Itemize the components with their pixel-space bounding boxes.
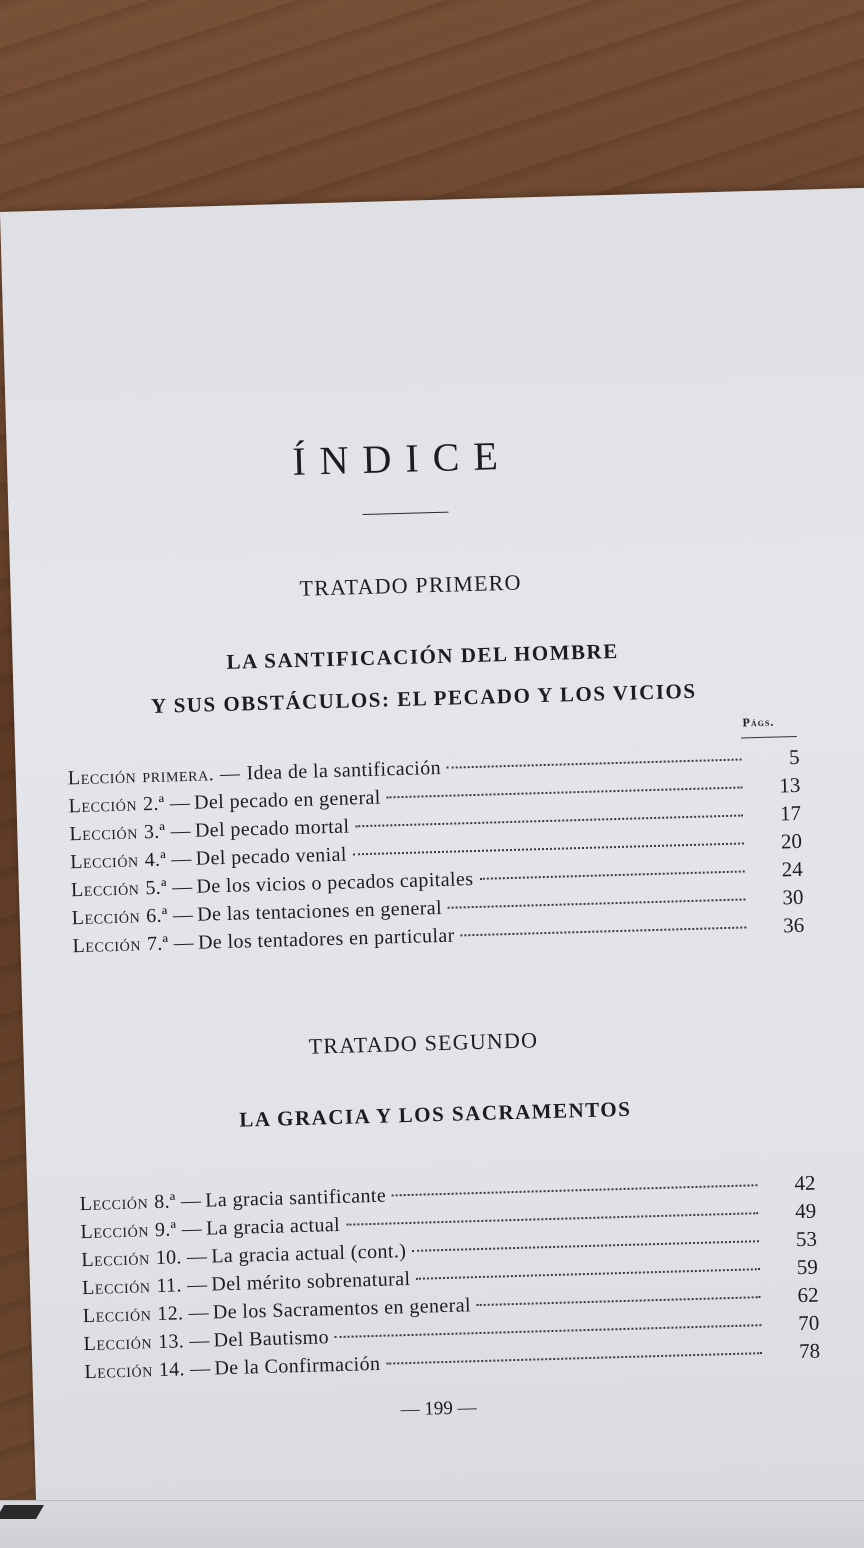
lesson-topic: De la Confirmación xyxy=(214,1352,381,1380)
dot-leader xyxy=(477,1296,761,1306)
dot-leader xyxy=(416,1268,759,1280)
lesson-number: 13. — xyxy=(157,1329,210,1354)
lesson-number: 14. — xyxy=(158,1357,211,1382)
part1-tratado: TRATADO PRIMERO xyxy=(299,569,522,601)
page-number: 24 xyxy=(781,856,803,882)
lesson-word: Lección xyxy=(82,1303,152,1328)
lesson-word: Lección xyxy=(81,1275,151,1300)
lesson-topic: Idea de la santificación xyxy=(246,756,442,785)
dot-leader xyxy=(448,898,746,908)
lesson-word: Lección xyxy=(68,793,138,818)
lesson-number: 9.ª — xyxy=(154,1217,203,1242)
lesson-topic: Del Bautismo xyxy=(213,1326,330,1352)
dot-leader xyxy=(355,814,743,827)
page-number: 62 xyxy=(797,1282,819,1308)
page-number: 36 xyxy=(782,912,805,938)
lesson-word: Lección xyxy=(80,1247,151,1272)
title-underline xyxy=(363,512,449,515)
lesson-topic: Del pecado mortal xyxy=(194,815,350,842)
lesson-word: Lección xyxy=(71,905,141,930)
page-number: 30 xyxy=(782,884,804,910)
dot-leader xyxy=(353,842,744,855)
lesson-number: 2.ª — xyxy=(142,791,191,816)
page-number: 78 xyxy=(798,1338,821,1364)
lesson-word: Lección xyxy=(84,1359,154,1384)
dot-leader xyxy=(346,1212,758,1226)
lesson-number: 8.ª — xyxy=(153,1189,202,1214)
page-number: 17 xyxy=(779,800,802,826)
lesson-topic: La gracia actual (cont.) xyxy=(210,1240,407,1268)
dot-leader xyxy=(386,1352,762,1364)
lesson-word: Lección xyxy=(79,1191,149,1216)
lesson-topic: La gracia santificante xyxy=(204,1184,387,1212)
page-title: ÍNDICE xyxy=(291,432,513,484)
lesson-topic: De los vicios o pecados capitales xyxy=(196,868,474,898)
dot-leader xyxy=(461,926,747,936)
page-number: 53 xyxy=(795,1226,818,1252)
lesson-number: 6.ª — xyxy=(145,903,194,928)
lesson-number: 11. — xyxy=(156,1273,208,1298)
page-number: 42 xyxy=(794,1170,816,1196)
part1-heading-line2: Y SUS OBSTÁCULOS: EL PECADO Y LOS VICIOS xyxy=(150,678,697,718)
lesson-number: 5.ª — xyxy=(145,875,193,900)
lesson-number: 4.ª — xyxy=(144,847,193,872)
lesson-topic: Del mérito sobrenatural xyxy=(211,1267,411,1296)
dot-leader xyxy=(479,870,744,879)
lesson-number: primera. — xyxy=(142,762,241,788)
lesson-number: 7.ª — xyxy=(146,931,195,956)
next-page-edge xyxy=(0,1500,864,1548)
page-folio: — 199 — xyxy=(400,1397,477,1421)
lesson-number: 3.ª — xyxy=(143,819,192,844)
part2-tratado: TRATADO SEGUNDO xyxy=(308,1027,539,1059)
lesson-topic: La gracia actual xyxy=(205,1213,341,1240)
lesson-number: 12. — xyxy=(157,1301,210,1326)
lesson-topic: Del pecado venial xyxy=(195,843,348,870)
dot-leader xyxy=(387,786,743,798)
dot-leader xyxy=(412,1240,759,1252)
lesson-number: 10. — xyxy=(155,1245,208,1270)
page-number: 59 xyxy=(796,1254,819,1280)
lesson-word: Lección xyxy=(80,1219,150,1244)
lesson-word: Lección xyxy=(70,877,140,902)
pages-column-rule xyxy=(741,736,797,739)
page-number: 13 xyxy=(778,772,801,798)
lesson-word: Lección xyxy=(69,849,139,874)
page-number: 20 xyxy=(780,828,803,854)
page-number: 49 xyxy=(794,1198,817,1224)
lesson-topic: De los Sacramentos en general xyxy=(212,1294,472,1324)
dot-leader xyxy=(392,1184,757,1196)
lesson-topic: De los tentadores en particular xyxy=(197,924,456,954)
dot-leader xyxy=(335,1324,761,1338)
lesson-topic: Del pecado en general xyxy=(193,786,382,814)
pages-column-label: Págs. xyxy=(742,714,775,730)
lesson-word: Lección xyxy=(72,933,142,958)
page-number: 70 xyxy=(798,1310,820,1336)
lesson-word: Lección xyxy=(67,765,137,790)
lesson-word: Lección xyxy=(69,821,139,846)
lesson-word: Lección xyxy=(83,1331,153,1356)
page-number: 5 xyxy=(788,744,800,770)
part1-heading-line1: LA SANTIFICACIÓN DEL HOMBRE xyxy=(226,638,619,674)
book-page xyxy=(0,187,864,1547)
dot-leader xyxy=(447,759,742,769)
part2-heading: LA GRACIA Y LOS SACRAMENTOS xyxy=(239,1096,632,1132)
lesson-topic: De las tentaciones en general xyxy=(196,896,443,926)
